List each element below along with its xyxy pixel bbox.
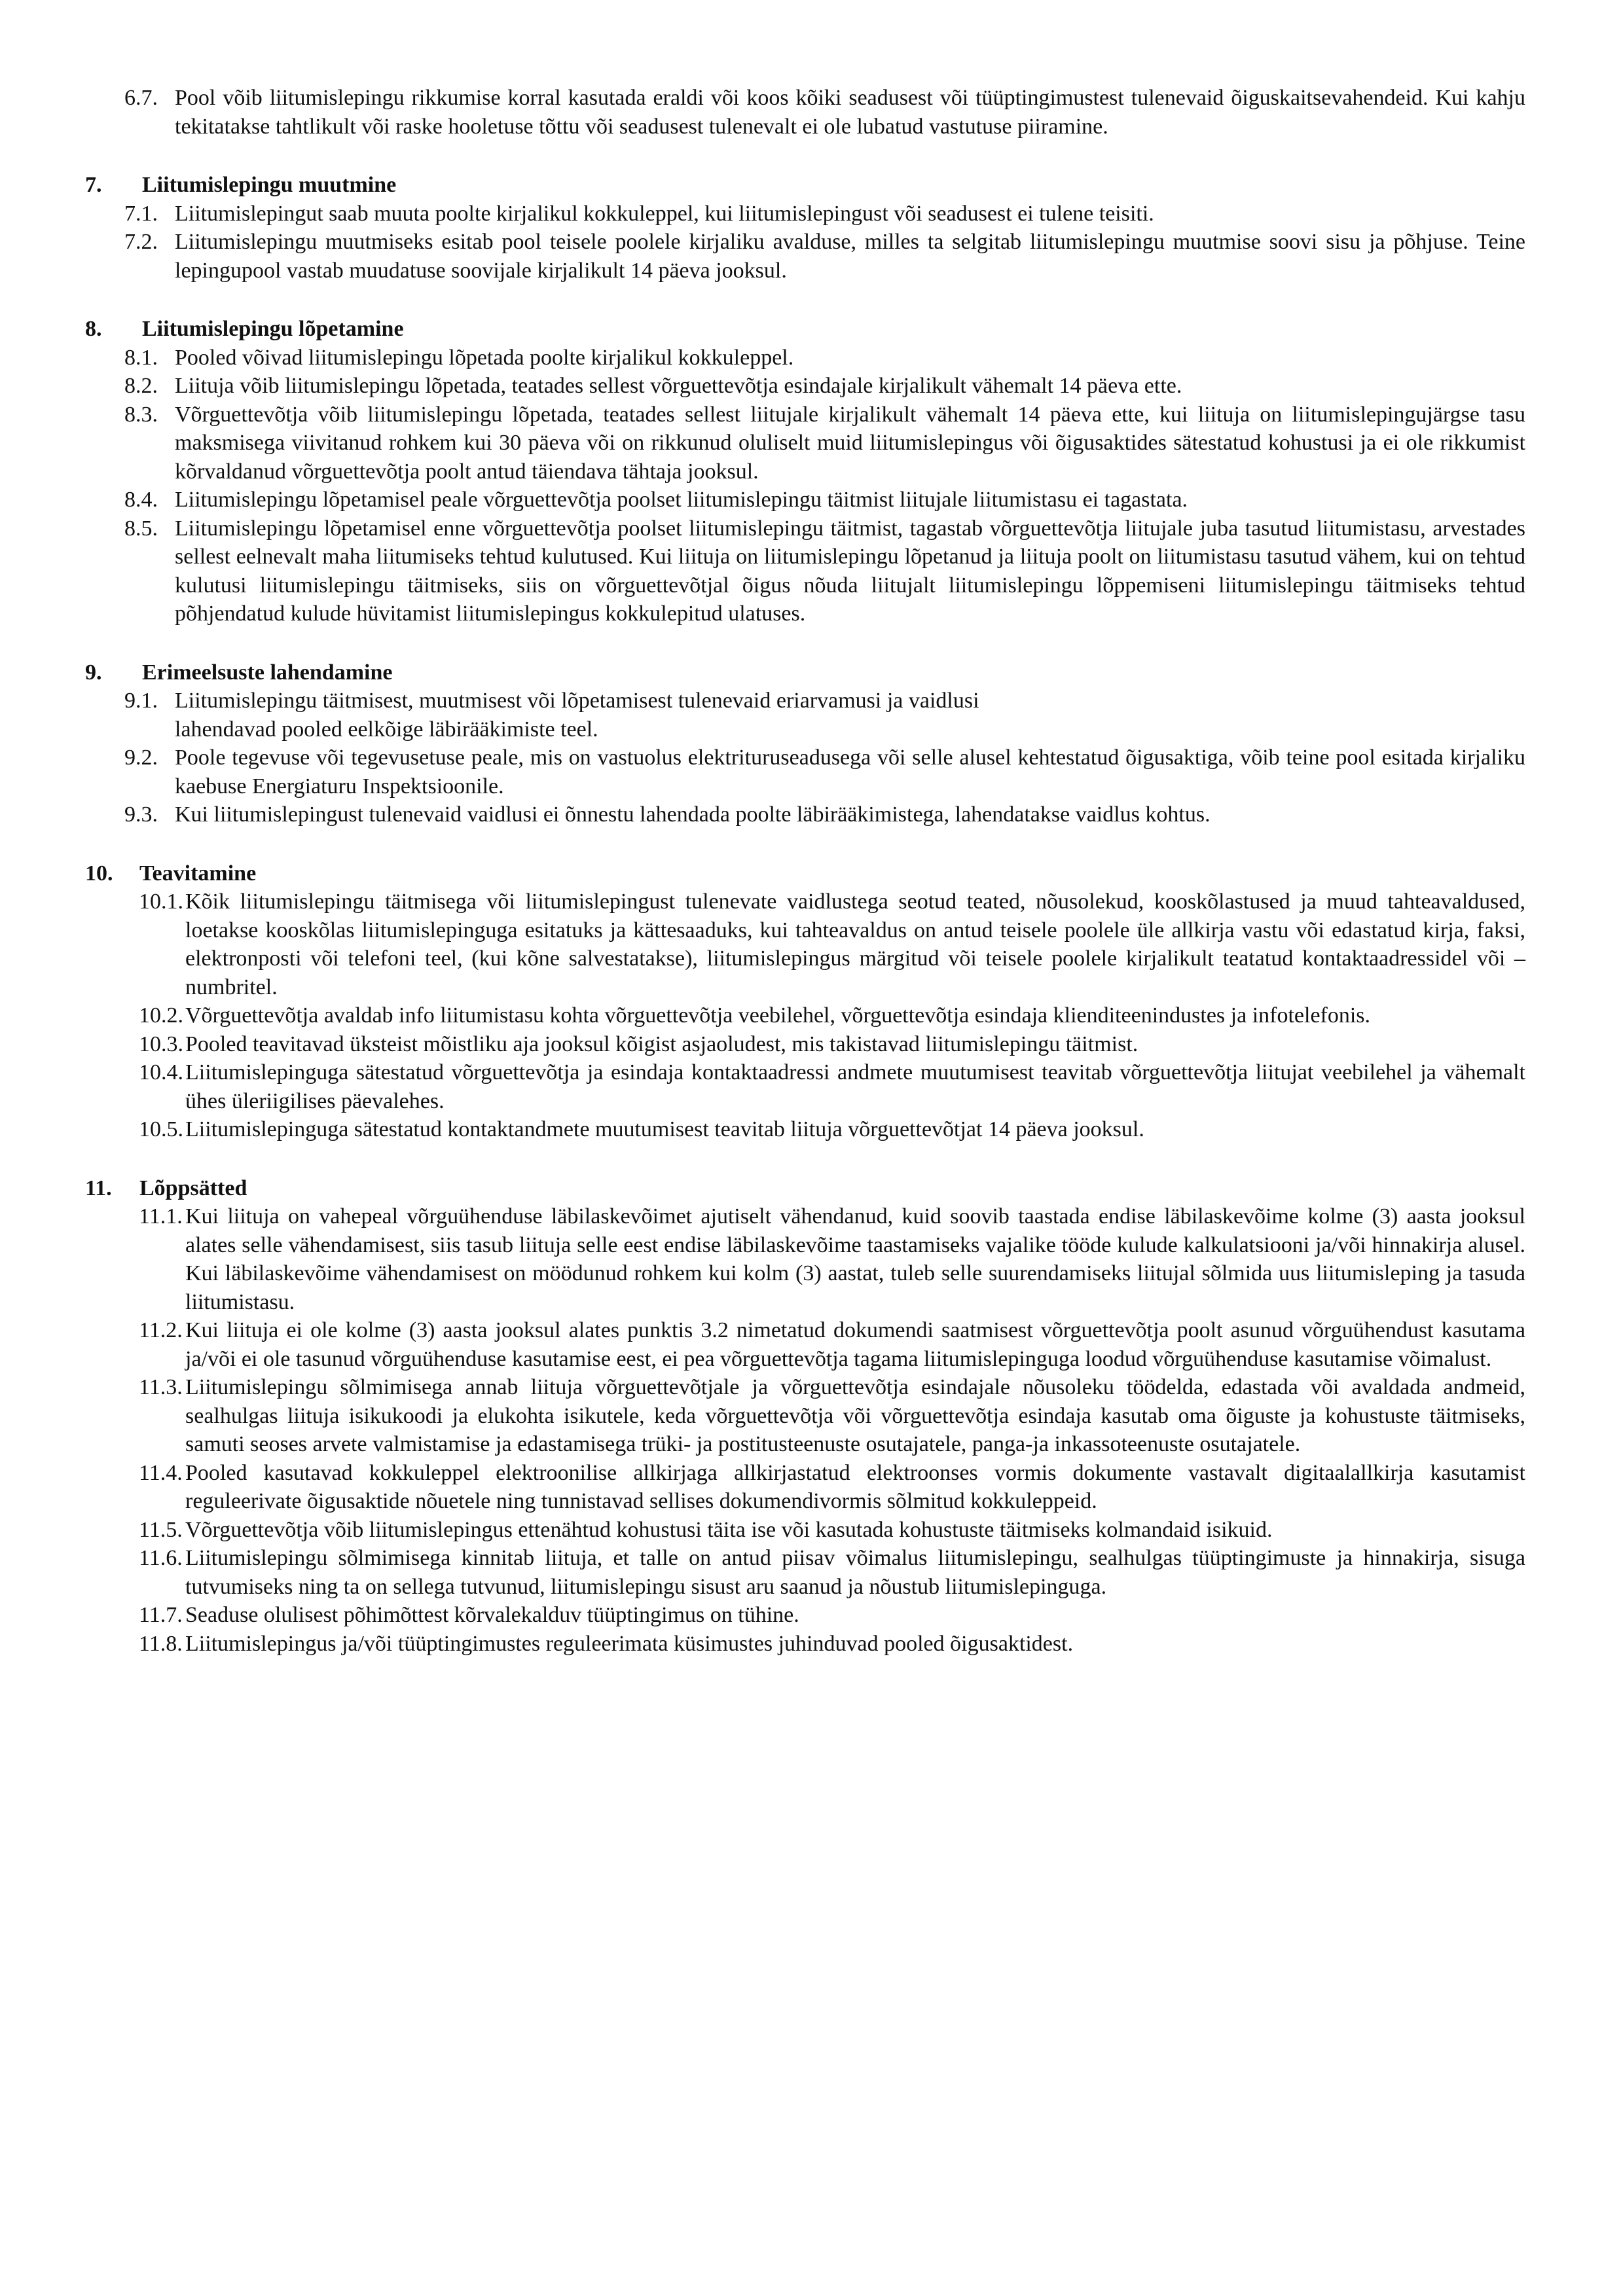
clause-8-4 bbox=[124, 486, 1525, 514]
clause-text: Kui liitumislepingust tulenevaid vaidlusi ei õnnestu lahendada poolte läbirääkimistega, lahendatakse vaidlus kohtus. bbox=[175, 802, 1211, 827]
clause-7-1 bbox=[124, 200, 1525, 228]
clause-text: Poole tegevuse või tegevusetuse peale, mis on vastuolus elektrituruseadusega või selle alusel kehtestatud õigusaktiga, võib teine pool esitada kirjaliku kaebuse Energiaturu Inspektsioonile. bbox=[175, 745, 1525, 798]
clause-10-1 bbox=[139, 888, 1525, 1001]
section-number: 11. bbox=[85, 1175, 112, 1200]
section-heading bbox=[85, 171, 1525, 200]
clause-9-3 bbox=[124, 800, 1525, 829]
clause-11-6 bbox=[139, 1544, 1525, 1601]
clause-7-2 bbox=[124, 228, 1525, 285]
clause-text bbox=[175, 687, 1525, 744]
section-7 bbox=[85, 171, 1525, 285]
clause-text: Liitumislepingu lõpetamisel enne võrguettevõtja poolset liitumislepingu täitmist, tagastab võrguettevõtja liitujale juba tasutud liitumistasu, arvestades sellest eelnevalt maha liitumiseks tehtud kulutused. Kui liituja on liitumislepingu lõpetanud ja liituja poolt on liitumistasu tasutud vähem, kui on tehtud kulutusi liitumislepingu täitmiseks, siis on võrguettevõtjal õigus nõuda liitujalt liitumislepingu lõppemiseni liitumislepingu täitmiseks tehtud põhjendatud kulude hüvitamist liitumislepingus kokkulepitud ulatuses. bbox=[175, 516, 1525, 626]
clause-text: Liitumislepingu sõlmimisega annab liituja võrguettevõtjale ja võrguettevõtja esindajale nõusoleku töödelda, edastada või avaldada andmeid, sealhulgas liituja isikukoodi ja elukohta isikutele, keda võrguettevõtja või võrguettevõtja esindaja kasutab oma õiguste ja kohustuste täitmiseks, samuti seoses arvete valmistamise ja edastamisega trüki- ja postitusteenuste osutajatele, panga-ja inkassoteenuste osutajatele. bbox=[185, 1375, 1525, 1456]
clause-9-2 bbox=[124, 744, 1525, 800]
clause-text: Liitumislepingus ja/või tüüptingimustes reguleerimata küsimustes juhinduvad pooled õigusaktidest. bbox=[185, 1631, 1074, 1656]
clause-line: Liitumislepingu täitmisest, muutmisest või lõpetamisest tulenevaid eriarvamusi ja vaidlusi bbox=[175, 689, 979, 713]
section-heading bbox=[85, 658, 1525, 687]
clause-number: 7.1. bbox=[124, 201, 158, 226]
clause-number: 6.7. bbox=[124, 86, 158, 110]
clause-10-5 bbox=[139, 1115, 1525, 1144]
clause-number: 11.2. bbox=[139, 1318, 183, 1342]
clause-number: 9.2. bbox=[124, 745, 158, 770]
clause-number: 10.1. bbox=[139, 889, 183, 914]
section-title: Liitumislepingu lõpetamine bbox=[142, 317, 404, 341]
clause-text: Kui liituja ei ole kolme (3) aasta jooksul alates punktis 3.2 nimetatud dokumendi saatmisest võrguettevõtja poolt asunud võrguühendust kasutama ja/või ei ole tasunud võrguühenduse kasutamise eest, ei pea võrguettevõtja tagama liitumislepinguga loodud võrguühenduse kasutamise võimalust. bbox=[185, 1318, 1525, 1371]
section-9 bbox=[85, 658, 1525, 829]
clause-8-1 bbox=[124, 344, 1525, 372]
clause-text: Kui liituja on vahepeal võrguühenduse läbilaskevõimet ajutiselt vähendanud, kuid soovib taastada endise läbilaskevõime kolme (3) aasta jooksul alates selle vähendamisest, siis tasub liituja selle eest endise läbilaskevõime taastamiseks vajalike tööde kulude kalkulatsiooni ja/või hinnakirja alusel. Kui läbilaskevõime vähendamisest on möödunud rohkem kui kolm (3) aastat, tuleb selle suurendamiseks liitujal sõlmida uus liitumisleping ja tasuda liitumistasu. bbox=[185, 1204, 1525, 1314]
clause-11-4 bbox=[139, 1459, 1525, 1516]
section-number: 9. bbox=[85, 660, 102, 685]
clause-number: 11.4. bbox=[139, 1460, 183, 1485]
clause-number: 10.2. bbox=[139, 1003, 183, 1028]
clause-text: Pool võib liitumislepingu rikkumise korral kasutada eraldi või koos kõiki seadusest või tüüptingimustest tulenevaid õiguskaitsevahendeid. Kui kahju tekitatakse tahtlikult või raske hooletuse tõttu või seadusest tulenevalt ei ole lubatud vastutuse piiramine. bbox=[175, 86, 1525, 139]
clause-text: Liitumislepinguga sätestatud kontaktandmete muutumisest teavitab liituja võrguettevõtjat 14 päeva jooksul. bbox=[185, 1117, 1144, 1141]
clause-number: 8.1. bbox=[124, 345, 158, 370]
clause-number: 8.5. bbox=[124, 516, 158, 541]
section-number: 7. bbox=[85, 173, 102, 197]
clause-text: Seaduse olulisest põhimõttest kõrvalekalduv tüüptingimus on tühine. bbox=[185, 1603, 799, 1627]
section-title: Lõppsätted bbox=[139, 1175, 247, 1200]
clause-text: Liitumislepingut saab muuta poolte kirjalikul kokkuleppel, kui liitumislepingust või seadusest ei tulene teisiti. bbox=[175, 201, 1154, 226]
clause-number: 11.5. bbox=[139, 1517, 183, 1542]
clause-number: 10.4. bbox=[139, 1060, 183, 1085]
clause-text: Liituja võib liitumislepingu lõpetada, teatades sellest võrguettevõtja esindajale kirjalikult vähemalt 14 päeva ette. bbox=[175, 374, 1182, 398]
clause-text: Pooled kasutavad kokkuleppel elektroonilise allkirjaga allkirjastatud elektroonses vormis dokumente vastavalt digitaalallkirja kasutamist reguleerivate õigusaktide nõuetele ning tunnistavad sellises dokumendivormis sõlmitud kokkuleppeid. bbox=[185, 1460, 1525, 1513]
clause-6-7 bbox=[124, 84, 1525, 141]
clause-11-7 bbox=[139, 1601, 1525, 1630]
clause-number: 8.3. bbox=[124, 402, 158, 427]
clause-10-4 bbox=[139, 1058, 1525, 1115]
clause-8-3 bbox=[124, 401, 1525, 486]
clause-10-2 bbox=[139, 1001, 1525, 1030]
clause-11-2 bbox=[139, 1316, 1525, 1373]
clause-number: 8.4. bbox=[124, 488, 158, 512]
clause-number: 11.7. bbox=[139, 1603, 183, 1627]
section-title: Teavitamine bbox=[139, 861, 257, 886]
section-title: Erimeelsuste lahendamine bbox=[142, 660, 393, 685]
clause-text: Liitumislepingu muutmiseks esitab pool teisele poolele kirjaliku avalduse, milles ta selgitab liitumislepingu muutmise soovi sisu ja põhjuse. Teine lepingupool vastab muudatuse soovijale kirjalikult 14 päeva jooksul. bbox=[175, 230, 1525, 283]
clause-11-8 bbox=[139, 1630, 1525, 1659]
clause-8-2 bbox=[124, 372, 1525, 401]
clause-line: lahendavad pooled eelkõige läbirääkimiste teel. bbox=[175, 717, 598, 742]
clause-number: 9.1. bbox=[124, 689, 158, 713]
clause-number: 9.3. bbox=[124, 802, 158, 827]
section-10 bbox=[85, 859, 1525, 1144]
clause-number: 11.3. bbox=[139, 1375, 183, 1399]
clause-number: 10.3. bbox=[139, 1031, 183, 1056]
clause-text: Liitumislepinguga sätestatud võrguettevõtja ja esindaja kontaktaadressi andmete muutumisest teavitab võrguettevõtja liitujat veebilehel ja vähemalt ühes üleriigilises päevalehes. bbox=[185, 1060, 1525, 1113]
section-heading bbox=[85, 1174, 1525, 1203]
document-content bbox=[85, 84, 1525, 1658]
clause-text: Võrguettevõtja avaldab info liitumistasu kohta võrguettevõtja veebilehel, võrguettevõtja esindaja klienditeenindustes ja infotelefonis. bbox=[185, 1003, 1371, 1028]
clause-11-1 bbox=[139, 1202, 1525, 1316]
clause-text: Kõik liitumislepingu täitmisega või liitumislepingust tulenevate vaidlustega seotud teated, nõusolekud, kooskõlastused ja muud tahteavaldused, loetakse kooskõlas liitumislepinguga esitatuks ja kättesaaduks, kui tahteavaldus on antud teisele poolele üle allkirja vastu või edastatud kirja, faksi, elektronposti või telefoni teel, (kui kõne salvestatakse), liitumislepingus märgitud või teisele poolele kirjalikult teatatud kontaktaadressidel või –numbritel. bbox=[185, 889, 1525, 999]
clause-text: Võrguettevõtja võib liitumislepingu lõpetada, teatades sellest liitujale kirjalikult vähemalt 14 päeva ette, kui liituja on liitumislepingujärgse tasu maksmisega viivitanud rohkem kui 30 päeva või on rikkunud oluliselt muid liitumislepingus või õigusaktides sätestatud kohustusi ja ei ole rikkumist kõrvaldanud võrguettevõtja poolt antud täiendava tähtaja jooksul. bbox=[175, 402, 1525, 484]
clause-number: 10.5. bbox=[139, 1117, 183, 1141]
clause-text: Võrguettevõtja võib liitumislepingus ettenähtud kohustusi täita ise või kasutada kohustuste täitmiseks kolmandaid isikuid. bbox=[185, 1517, 1273, 1542]
section-number: 8. bbox=[85, 317, 102, 341]
clause-number: 8.2. bbox=[124, 374, 158, 398]
clause-number: 7.2. bbox=[124, 230, 158, 254]
section-heading bbox=[85, 859, 1525, 888]
section-number: 10. bbox=[85, 861, 113, 886]
section-heading bbox=[85, 315, 1525, 344]
section-8 bbox=[85, 315, 1525, 628]
clause-9-1 bbox=[124, 687, 1525, 744]
clause-text: Pooled võivad liitumislepingu lõpetada poolte kirjalikul kokkuleppel. bbox=[175, 345, 794, 370]
section-title: Liitumislepingu muutmine bbox=[142, 173, 397, 197]
clause-text: Liitumislepingu lõpetamisel peale võrguettevõtja poolset liitumislepingu täitmist liitujale liitumistasu ei tagastata. bbox=[175, 488, 1188, 512]
clause-11-3 bbox=[139, 1373, 1525, 1459]
clause-11-5 bbox=[139, 1516, 1525, 1545]
clause-number: 11.8. bbox=[139, 1631, 183, 1656]
clause-number: 11.1. bbox=[139, 1204, 183, 1229]
clause-number: 11.6. bbox=[139, 1546, 183, 1570]
section-6-continuation bbox=[85, 84, 1525, 141]
clause-text: Pooled teavitavad üksteist mõistliku aja jooksul kõigist asjaoludest, mis takistavad liitumislepingu täitmist. bbox=[185, 1031, 1138, 1056]
clause-8-5 bbox=[124, 514, 1525, 628]
clause-text: Liitumislepingu sõlmimisega kinnitab liituja, et talle on antud piisav võimalus liitumislepingu, sealhulgas tüüptingimuste ja hinnakirja, sisuga tutvumiseks ning ta on sellega tutvunud, liitumislepingu sisust aru saanud ja nõustub liitumislepinguga. bbox=[185, 1546, 1525, 1599]
clause-10-3 bbox=[139, 1030, 1525, 1059]
section-11 bbox=[85, 1174, 1525, 1659]
